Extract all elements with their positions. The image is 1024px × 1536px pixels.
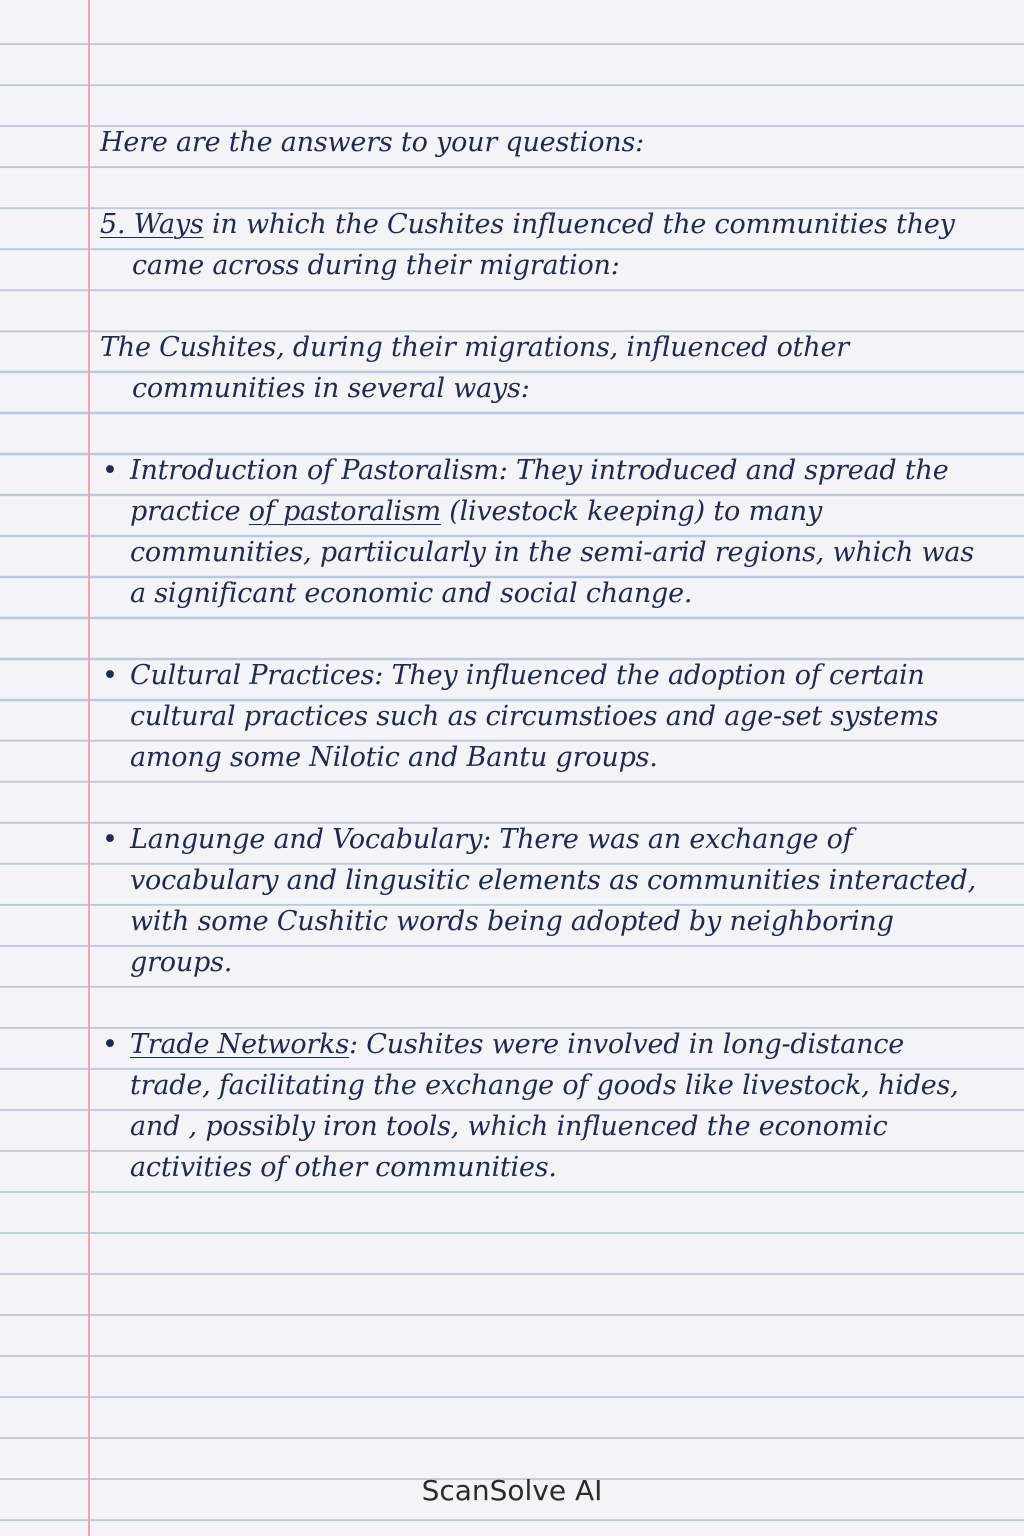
bullet-text: They influenced the adoption of certain cultural practices such as circumstioes and age-set systems among some Nilotic and Bantu groups. bbox=[130, 660, 939, 773]
answer-content bbox=[100, 122, 990, 1229]
bullet-text: There was an exchange of vocabulary and lingusitic elements as communities interacted, with some Cushitic words being adopted by neighboring groups. bbox=[130, 824, 976, 978]
bullet-title-suffix: : bbox=[349, 1029, 358, 1060]
bullet-dot: • bbox=[102, 455, 118, 486]
bullet-dot: • bbox=[102, 824, 118, 855]
bullet-underlined-text: of pastoralism bbox=[248, 496, 441, 527]
bullet-text: They introduced and spread the practice bbox=[130, 455, 949, 527]
bullet-trade-networks bbox=[100, 1024, 990, 1188]
bullet-dot: • bbox=[102, 1029, 118, 1060]
bullet-title: Trade Networks bbox=[130, 1029, 350, 1060]
bullet-pastoralism bbox=[100, 450, 990, 614]
intro-line: Here are the answers to your questions: bbox=[100, 127, 644, 158]
bullet-text: (livestock keeping) to many communities, partiicularly in the semi-arid regions, which was a significant economic and social change. bbox=[130, 496, 974, 609]
lead-paragraph: The Cushites, during their migrations, influenced other communities in several ways: bbox=[100, 332, 849, 404]
question-number: 5. Ways bbox=[100, 209, 204, 240]
bullet-text: Cushites were involved in long-distance trade, facilitating the exchange of goods like livestock, hides, and , possibly iron tools, which influenced the economic activities of other communities. bbox=[130, 1029, 959, 1183]
bullet-cultural-practices bbox=[100, 655, 990, 778]
bullet-title: Cultural Practices: bbox=[130, 660, 384, 691]
bullet-title: Langunge and Vocabulary: bbox=[130, 824, 492, 855]
footer-brand: ScanSolve AI bbox=[421, 1474, 603, 1507]
question-text: in which the Cushites influenced the communities they came across during their migration: bbox=[132, 209, 955, 281]
bullet-language bbox=[100, 819, 990, 983]
bullet-title: Introduction of Pastoralism: bbox=[130, 455, 508, 486]
margin-line bbox=[88, 0, 90, 1536]
question-heading bbox=[100, 204, 990, 286]
bullet-dot: • bbox=[102, 660, 118, 691]
